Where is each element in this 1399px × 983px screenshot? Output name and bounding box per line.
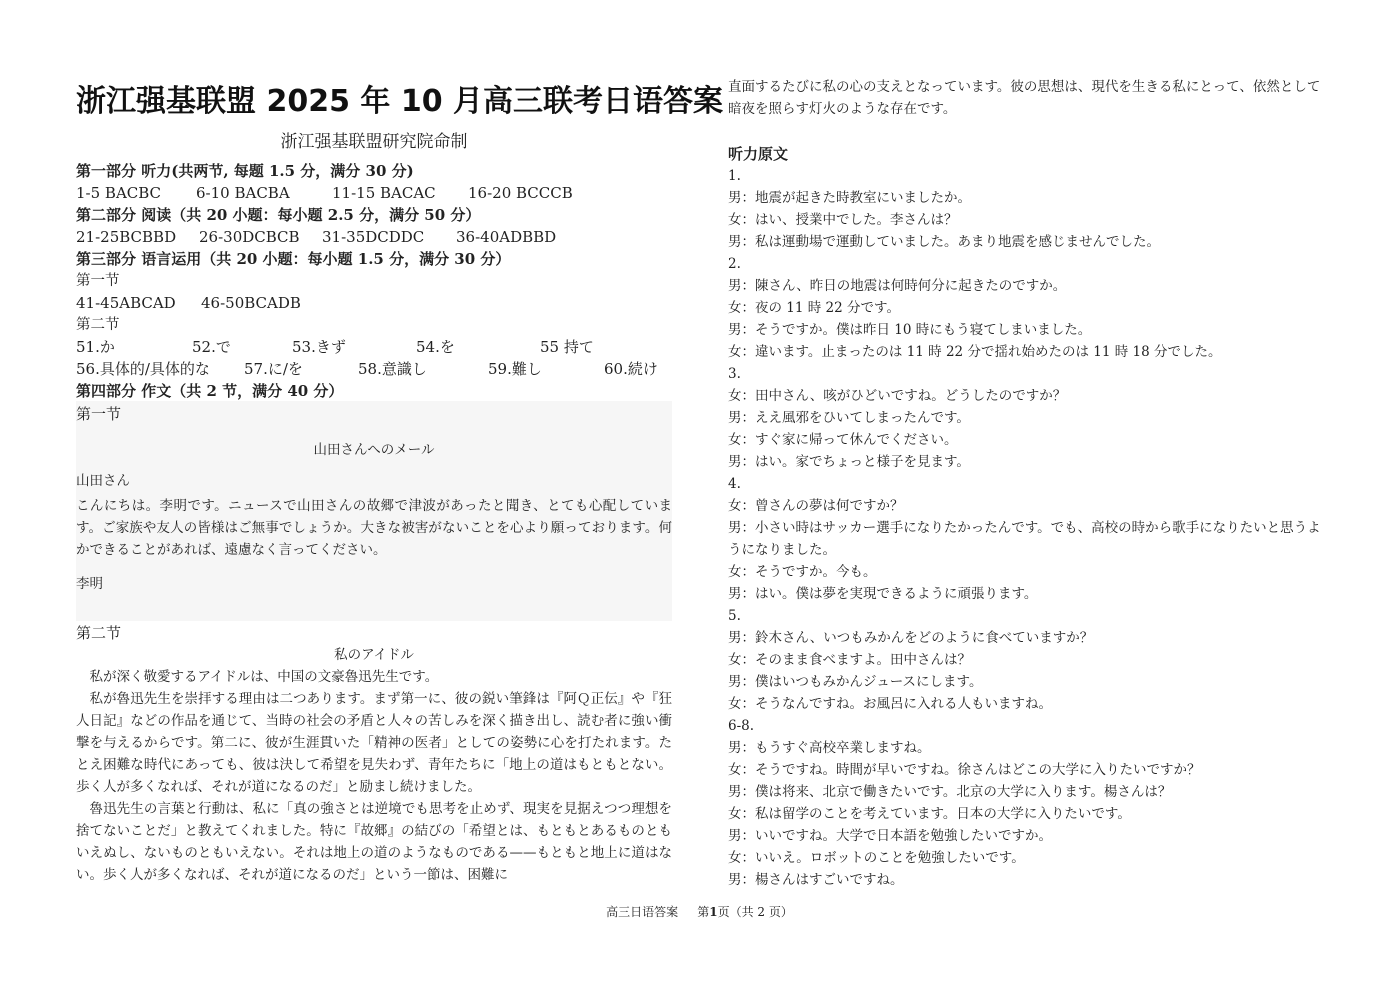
part2-answers [76, 226, 672, 248]
part3-section1-label: 第一节 [76, 273, 120, 289]
essay-continuation: 直面するたびに私の心の支えとなっています。彼の思想は、現代を生きる私にとって、依然として暗夜を照らす灯火のような存在です。 [728, 79, 1321, 117]
email-recipient: 山田さん [76, 473, 130, 489]
part4-heading: 第四部分 作文（共 2 节，满分 40 分） [76, 382, 344, 400]
answer-group: 41-45ABCAD [76, 294, 176, 312]
script-line: 女：いいえ。ロボットのことを勉強したいです。 [728, 850, 1025, 866]
script-line: 女：はい、授業中でした。李さんは？ [728, 212, 958, 228]
script-line: 男：はい。家でちょっと様子を見ます。 [728, 454, 970, 470]
listening-script-heading: 听力原文 [728, 145, 789, 163]
document-subtitle: 浙江强基联盟研究院命制 [280, 132, 468, 152]
part1-heading: 第一部分 听力(共两节, 每题 1.5 分，满分 30 分) [76, 162, 414, 180]
script-line: 女：田中さん、咳がひどいですね。どうしたのですか？ [728, 388, 1067, 404]
fill-answer: 58.意識し [358, 360, 427, 378]
script-line: 男：僕は将来、北京で働きたいです。北京の大学に入ります。楊さんは？ [728, 784, 1172, 800]
fill-answer: 52.で [192, 338, 231, 356]
script-line: 男：小さい時はサッカー選手になりたかったんです。でも、高校の時から歌手になりたいと思うようになりました。 [728, 520, 1321, 558]
script-line: 女：私は留学のことを考えています。日本の大学に入りたいです。 [728, 806, 1131, 822]
part1-answers [76, 182, 672, 204]
essay-section1-label: 第一节 [76, 405, 122, 423]
script-line: 男：楊さんはすごいですね。 [728, 872, 904, 888]
answer-group: 6-10 BACBA [196, 184, 290, 202]
script-line: 男：地震が起きた時教室にいましたか。 [728, 190, 971, 206]
essay-section1-box [76, 401, 672, 621]
footer-page-prefix: 第 [697, 905, 710, 919]
script-line: 男：私は運動場で運動していました。あまり地震を感じませんでした。 [728, 234, 1160, 250]
script-line: 女：違います。止まったのは 11 時 22 分で揺れ始めたのは 11 時 18 分でした。 [728, 344, 1222, 360]
answer-group: 46-50BCADB [201, 294, 301, 312]
answer-group: 26-30DCBCB [199, 228, 300, 246]
fill-answer: 53.きず [292, 338, 346, 356]
document-title: 浙江强基联盟 2025 年 10 月高三联考日语答案 [76, 84, 724, 119]
fill-answer: 59.難し [488, 360, 542, 378]
essay-section2 [76, 622, 672, 886]
script-line: 男：陳さん、昨日の地震は何時何分に起きたのですか。 [728, 278, 1067, 294]
part3-row1 [76, 336, 672, 358]
script-line: 3. [728, 366, 741, 382]
script-line: 女：そのまま食べますよ。田中さんは？ [728, 652, 971, 668]
fill-answer: 57.に/を [244, 360, 303, 378]
part3-heading: 第三部分 语言运用（共 20 小题：每小题 1.5 分，满分 30 分） [76, 250, 511, 268]
part3-row2 [76, 358, 672, 380]
fill-answer: 51.か [76, 338, 115, 356]
email-body: こんにちは。李明です。ニュースで山田さんの故郷で津波があったと聞き、とても心配しています。ご家族や友人の皆様はご無事でしょうか。大きな被害がないことを心より願っております。何かできることがあれば、遠慮なく言ってください。 [76, 498, 672, 558]
answer-group: 21-25BCBBD [76, 228, 177, 246]
script-line: 女：夜の 11 時 22 分です。 [728, 300, 900, 316]
script-line: 1. [728, 168, 741, 184]
email-signature: 李明 [76, 576, 103, 592]
script-line: 女：そうですね。時間が早いですね。徐さんはどこの大学に入りたいですか？ [728, 762, 1201, 778]
script-line: 6-8. [728, 718, 755, 734]
script-line: 男：そうですか。僕は昨日 10 時にもう寝てしまいました。 [728, 322, 1092, 338]
page-footer [0, 903, 1399, 920]
essay-title: 私のアイドル [334, 647, 414, 663]
script-line: 男：もうすぐ高校卒業しますね。 [728, 740, 931, 756]
fill-answer: 56.具体的/具体的な [76, 360, 210, 378]
footer-doc-name: 高三日语答案 [606, 905, 679, 919]
fill-answer: 60.続け [604, 360, 658, 378]
script-line: 女：そうですか。今も。 [728, 564, 877, 580]
part3-section1-answers [76, 292, 672, 314]
script-line: 男：いいですね。大学で日本語を勉強したいですか。 [728, 828, 1052, 844]
essay-paragraph: 私が深く敬愛するアイドルは、中国の文豪魯迅先生です。 [89, 669, 439, 685]
script-line: 5. [728, 608, 741, 624]
fill-answer: 55 持て [540, 338, 594, 356]
script-line: 女：すぐ家に帰って休んでください。 [728, 432, 958, 448]
fill-answer: 54.を [416, 338, 455, 356]
email-title: 山田さんへのメール [313, 442, 435, 458]
essay-section2-label: 第二节 [76, 624, 122, 642]
answer-group: 16-20 BCCCB [468, 184, 573, 202]
essay-paragraph: 私が魯迅先生を崇拝する理由は二つあります。まず第一に、彼の鋭い筆鋒は『阿Ｑ正伝』や『狂人日記』などの作品を通じて、当時の社会の矛盾と人々の苦しみを深く描き出し、読む者に強い衝撃を与えるからです。第二に、彼が生涯貫いた「精神の医者」としての姿勢に心を打たれます。たとえ困難な時代にあっても、彼は決して希望を見失わず、青年たちに「地上の道はもともとない。歩く人が多くなれば、それが道になるのだ」と励まし続けました。 [76, 691, 672, 795]
answer-group: 36-40ADBBD [456, 228, 557, 246]
answer-group: 1-5 BACBC [76, 184, 162, 202]
script-line: 4. [728, 476, 741, 492]
answer-key [76, 160, 672, 402]
listening-script [728, 165, 1328, 891]
footer-page-suffix: 页（共 2 页） [717, 905, 793, 919]
script-line: 2. [728, 256, 741, 272]
script-line: 女：そうなんですね。お風呂に入れる人もいますね。 [728, 696, 1052, 712]
answer-group: 11-15 BACAC [332, 184, 436, 202]
part2-heading: 第二部分 阅读（共 20 小题：每小题 2.5 分，满分 50 分） [76, 206, 481, 224]
script-line: 女：曾さんの夢は何ですか？ [728, 498, 904, 514]
essay-paragraph: 魯迅先生の言葉と行動は、私に「真の強さとは逆境でも思考を止めず、現実を見据えつつ理想を捨てないことだ」と教えてくれました。特に『故郷』の結びの「希望とは、もともとあるものともいえぬし、ないものともいえない。それは地上の道のようなものである——もともと地上に道はない。歩く人が多くなれば、それが道になるのだ」という一節は、困難に [76, 801, 672, 883]
part3-section2-label: 第二节 [76, 317, 120, 333]
script-line: 男：はい。僕は夢を実現できるように頑張ります。 [728, 586, 1038, 602]
script-line: 男：僕はいつもみかんジュースにします。 [728, 674, 983, 690]
script-line: 男：鈴木さん、いつもみかんをどのように食べていますか？ [728, 630, 1094, 646]
script-line: 男：ええ風邪をひいてしまったんです。 [728, 410, 970, 426]
answer-group: 31-35DCDDC [322, 228, 425, 246]
footer-page-number: 1 [709, 905, 718, 919]
